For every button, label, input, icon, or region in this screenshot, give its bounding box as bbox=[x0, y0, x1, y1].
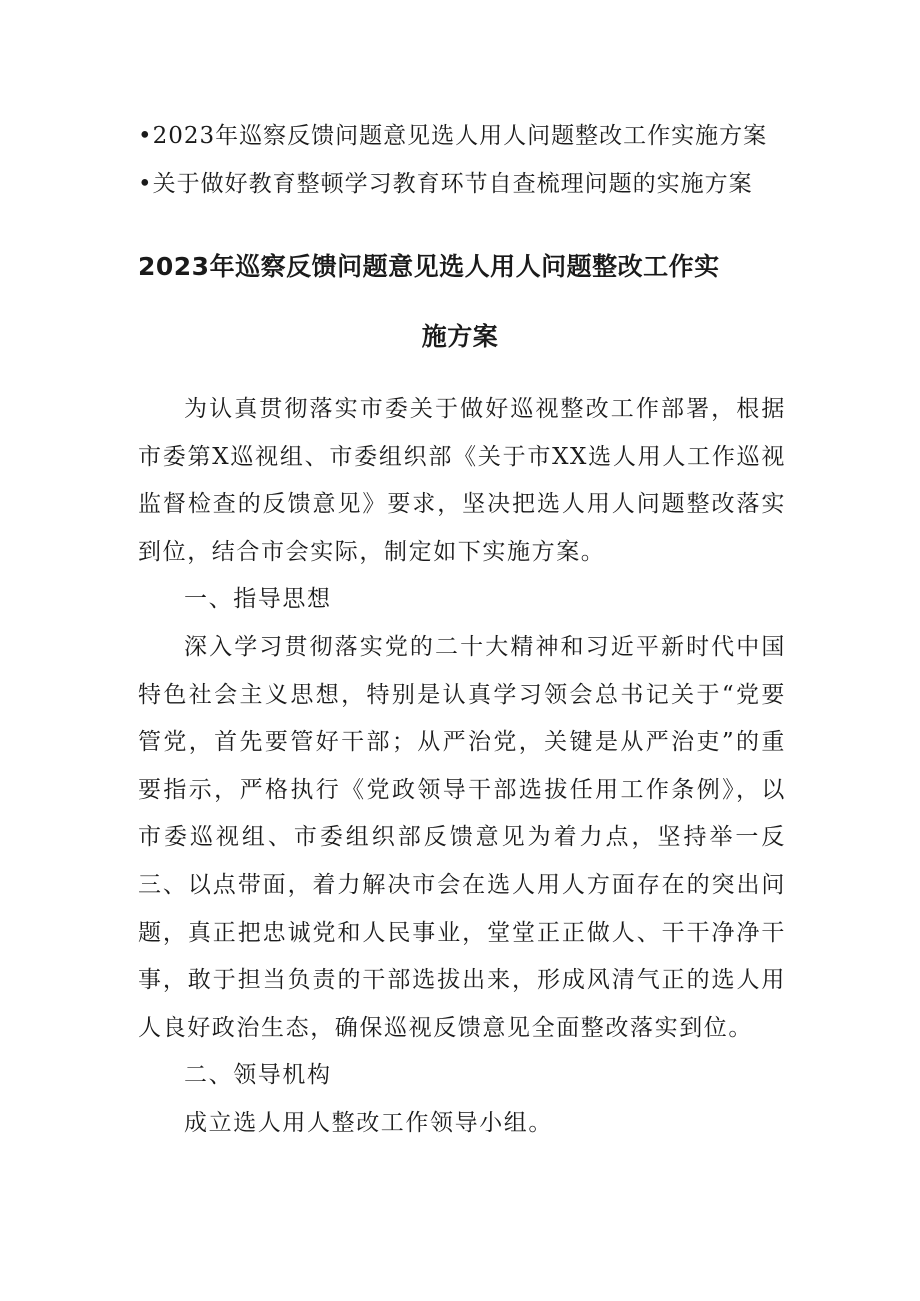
guiding-ideology-paragraph: 深入学习贯彻落实党的二十大精神和习近平新时代中国特色社会主义思想，特别是认真学习领会总书记关于“党要管党，首先要管好干部；从严治党，关键是从严治吏”的重要指示，严格执行《党政领导干部选拔任用工作条例》，以市委巡视组、市委组织部反馈意见为着力点，坚持举一反三、以点带面，着力解决市会在选人用人方面存在的突出问题，真正把忠诚党和人民事业，堂堂正正做人、干干净净干事，敢于担当负责的干部选拔出来，形成风清气正的选人用人良好政治生态，确保巡视反馈意见全面整改落实到位。 bbox=[138, 633, 786, 1041]
document-title-line-2: 施方案 bbox=[421, 322, 499, 351]
section-heading-guiding-ideology: 一、指导思想 bbox=[184, 586, 332, 613]
document-title-line-1: 2023年巡察反馈问题意见选人用人问题整改工作实 bbox=[138, 252, 720, 281]
toc-item[interactable]: •2023年巡察反馈问题意见选人用人问题整改工作实施方案 bbox=[138, 123, 768, 149]
intro-paragraph: 为认真贯彻落实市委关于做好巡视整改工作部署，根据市委第X巡视组、市委组织部《关于市XX选人用人工作巡视监督检查的反馈意见》要求，坚决把选人用人问题整改落实到位，结合市会实际，制定如下实施方案。 bbox=[138, 396, 786, 565]
toc-item[interactable]: •关于做好教育整顿学习教育环节自查梳理问题的实施方案 bbox=[138, 171, 753, 197]
leadership-paragraph: 成立选人用人整改工作领导小组。 bbox=[184, 1109, 553, 1136]
section-heading-leadership: 二、领导机构 bbox=[184, 1062, 332, 1089]
table-of-contents bbox=[138, 112, 838, 208]
document-body bbox=[138, 386, 786, 1148]
